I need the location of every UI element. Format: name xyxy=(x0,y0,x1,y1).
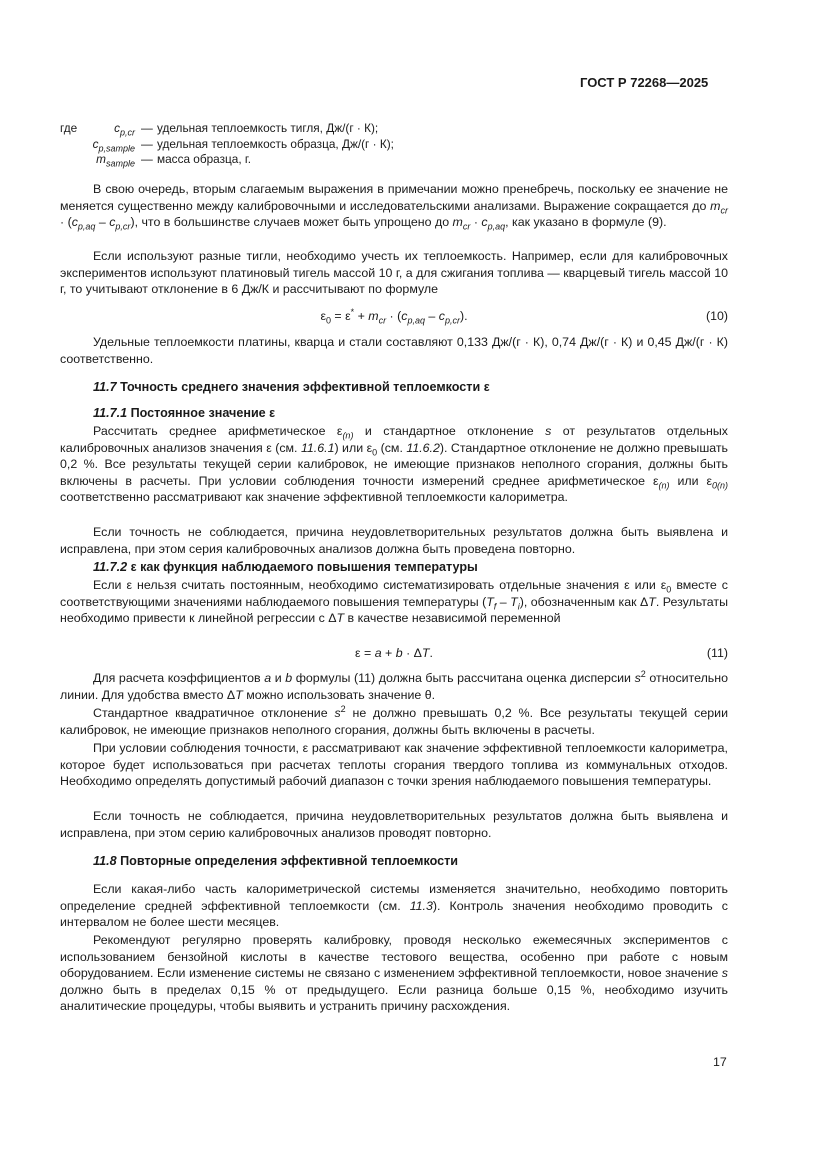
formula-10-expression: $\varepsilon_0 = \varepsilon^* + m_{cr} \cdot (c_{p,aq} - c_{p,cr})$. xyxy=(320,306,468,326)
where-row xyxy=(60,121,394,137)
paragraph-different-crucibles: Если используют разные тигли, необходимо учесть их теплоемкость. Например, если для калибровочных экспериментов используют платиновый тигель массой 10 г, а для сжигания топлива — кварцевый тигель массой 10 г, то учитывают отклонение в 6 Дж/К и рассчитывают по формуле xyxy=(60,249,728,297)
where-desc: удельная теплоемкость тигля, Дж/(г · К); xyxy=(157,121,379,135)
section-heading-11-7-2: 11.7.2 ε как функция наблюдаемого повышения температуры xyxy=(93,560,478,574)
paragraph-effective-heat-capacity-simplification: В свою очередь, вторым слагаемым выражения в примечании можно пренебречь, поскольку ее значение не меняется существенно между калибровочными и исследовательскими анализами. Выражение сокращается до $m_{cr} \cdot (c_{p,aq} - c_{p,cr})$, что в большинстве случаев может быть упрощено до $m_{cr} \cdot c_{p,aq}$, как указано в формуле (9). xyxy=(60,182,728,232)
page-number: 17 xyxy=(713,1055,727,1069)
paragraph-regular-calibration-check: Рекомендуют регулярно проверять калибровку, проводя несколько ежемесячных экспериментов с использованием бензойной кислоты в качестве тестового вещества, особенно при работе с новым оборудованием. Если изменение системы не связано с изменением эффективной теплоемкости, новое значение s должно быть в пределах 0,15 % от предыдущего. Если разница больше 0,15 %, необходимо изучить аналитические процедуры, чтобы выявить и устранить причину расхождения. xyxy=(60,933,728,1014)
formula-11-number: (11) xyxy=(706,646,728,660)
where-symbol: $m_{sample}$ xyxy=(96,152,135,169)
formula-11 xyxy=(60,646,728,664)
where-block xyxy=(60,121,394,168)
formula-10 xyxy=(60,306,728,327)
paragraph-accuracy-not-met-2: Если точность не соблюдается, причина неудовлетворительных результатов должна быть выявлена и исправлена, при этом серию калибровочных анализов проводят повторно. xyxy=(60,809,728,840)
section-heading-11-8: 11.8 Повторные определения эффективной теплоемкости xyxy=(93,854,459,868)
paragraph-linear-regression: Если ε нельзя считать постоянным, необходимо систематизировать отдельные значения ε или $\varepsilon_0$ вместе с соответствующими значениями наблюдаемого повышения температуры $(T_f - T_i)$, обозначенным как ΔT. Результаты необходимо привести к линейной регрессии с ΔT в качестве независимой переменной xyxy=(60,578,729,626)
where-table xyxy=(60,121,394,168)
where-symbol: $c_{p,cr}$ xyxy=(114,121,135,138)
where-row xyxy=(60,137,394,153)
where-symbol: $c_{p,sample}$ xyxy=(92,136,135,153)
formula-11-expression: ε = a + b · ΔT. xyxy=(355,646,433,660)
where-dash: — xyxy=(141,136,153,151)
document-header-id: ГОСТ Р 72268—2025 xyxy=(580,75,709,90)
paragraph-accuracy-not-met-1: Если точность не соблюдается, причина неудовлетворительных результатов должна быть выявлена и исправлена, при этом серия калибровочных анализов должна быть проведена повторно. xyxy=(60,525,728,556)
where-lead: где xyxy=(60,121,78,135)
section-heading-11-7-1: 11.7.1 Постоянное значение ε xyxy=(93,406,276,420)
section-heading-11-7: 11.7 Точность среднего значения эффективной теплоемкости ε xyxy=(93,380,490,394)
paragraph-specific-heat-values: Удельные теплоемкости платины, кварца и стали составляют 0,133 Дж/(г · К), 0,74 Дж/(г · К) и 0,45 Дж/(г · К) соответственно. xyxy=(60,335,728,366)
paragraph-mean-and-std-deviation: Рассчитать среднее арифметическое $\varepsilon_{(n)}$ и стандартное отклонение s от результатов отдельных калибровочных анализов значения ε (см. 11.6.1) или $\varepsilon_0$ (см. 11.6.2). Стандартное отклонение не должно превышать 0,2 %. Все результаты текущей серии калибровок, не имеющие признаков неполного сгорания, должны быть включены в расчеты. При условии соблюдения точности измерений среднее арифметическое $\varepsilon_{(n)}$ или $\varepsilon_{0(n)}$ соответственно рассматривают как значение эффективной теплоемкости калориметра. xyxy=(60,424,729,505)
paragraph-std-quadratic-deviation: Стандартное квадратичное отклонение $s^2$ не должно превышать 0,2 %. Все результаты текущей серии калибровок, не имеющие признаков неполного сгорания, должны быть включены в расчеты. xyxy=(60,703,728,737)
where-row xyxy=(60,152,394,168)
where-dash: — xyxy=(141,121,153,135)
where-dash: — xyxy=(141,152,153,166)
where-desc: удельная теплоемкость образца, Дж/(г · К); xyxy=(157,136,394,151)
formula-10-number: (10) xyxy=(705,309,728,323)
paragraph-variance-estimate: Для расчета коэффициентов a и b формулы (11) должна быть рассчитана оценка дисперсии $s^2$ относительно линии. Для удобства вместо ΔT можно использовать значение θ. xyxy=(60,668,728,702)
paragraph-accuracy-met: При условии соблюдения точности, ε рассматривают как значение эффективной теплоемкости калориметра, которое будет использоваться при расчетах теплоты сгорания твердого топлива из коммунальных отходов. Необходимо определять допустимый рабочий диапазон с точки зрения наблюдаемого повышения температуры. xyxy=(60,741,728,789)
where-desc: масса образца, г. xyxy=(157,152,252,166)
paragraph-repeat-determination: Если какая-либо часть калориметрической системы изменяется значительно, необходимо повторить определение средней эффективной теплоемкости (см. 11.3). Контроль значения необходимо проводить с интервалом не более шести месяцев. xyxy=(60,882,728,930)
